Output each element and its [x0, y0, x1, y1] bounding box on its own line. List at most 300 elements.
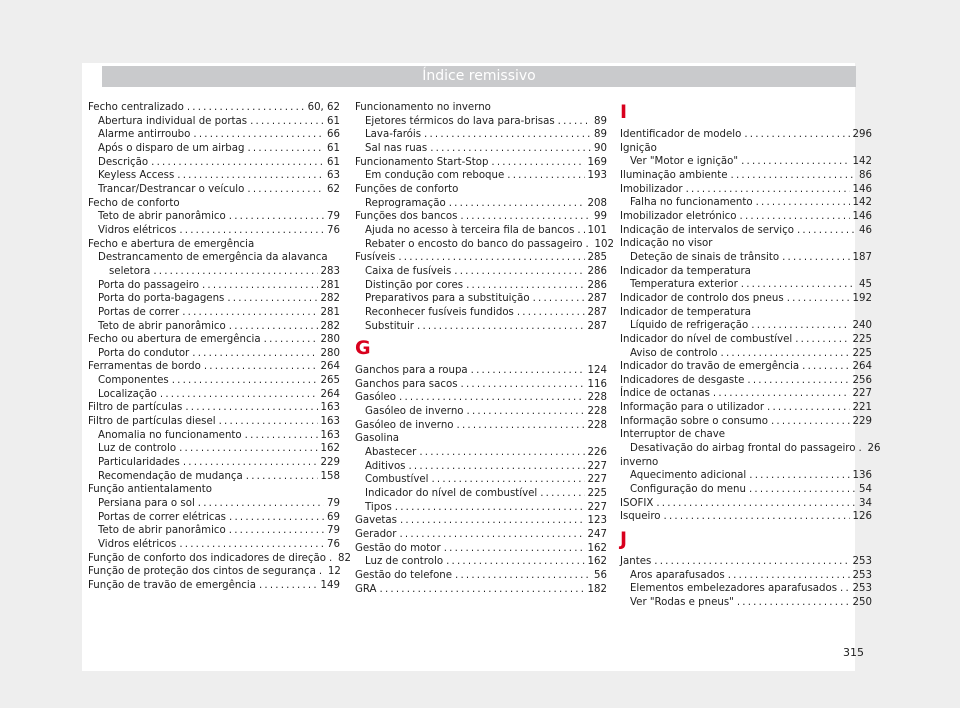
index-heading: [620, 306, 872, 320]
entry-page: 253: [852, 583, 872, 595]
entry-term: Em condução com reboque: [365, 170, 505, 182]
index-entry: [355, 115, 607, 129]
entry-term: Rebater o encosto do banco do passageiro: [365, 238, 583, 250]
entry-term: Ver "Rodas e pneus": [630, 597, 734, 608]
dot-leader: [160, 388, 318, 402]
entry-term: Descrição: [98, 156, 149, 168]
index-heading: [620, 428, 872, 442]
index-heading: [355, 183, 607, 197]
dot-leader: [193, 128, 324, 142]
dot-leader: [264, 333, 318, 347]
entry-page: 227: [852, 388, 872, 400]
entry-page: 287: [587, 306, 607, 318]
index-entry: [88, 210, 340, 224]
entry-term: Aditivos: [365, 460, 406, 472]
dot-leader: [449, 197, 585, 211]
entry-term: Abertura individual de portas: [98, 115, 248, 127]
entry-term: Deteção de sinais de trânsito: [630, 251, 780, 263]
index-entry: [88, 524, 340, 538]
entry-page: 286: [587, 265, 607, 277]
entry-term: Informação sobre o consumo: [620, 415, 768, 427]
index-entry: [355, 224, 607, 238]
dot-leader: [400, 514, 585, 528]
entry-term: Indicadores de desgaste: [620, 374, 745, 386]
index-entry: [620, 442, 881, 456]
index-heading: [355, 101, 607, 115]
dot-leader: [179, 224, 324, 238]
entry-page: 56: [594, 570, 607, 581]
dot-leader: [457, 419, 585, 433]
dot-leader: [471, 364, 585, 378]
dot-leader: [721, 347, 850, 361]
entry-term: Ver "Motor e ignição": [630, 156, 739, 168]
entry-term: Trancar/Destrancar o veículo: [98, 183, 245, 195]
index-entry: [620, 347, 872, 361]
entry-page: 162: [587, 542, 607, 554]
index-entry: [355, 487, 607, 501]
entry-page: 253: [852, 556, 872, 568]
index-column-3: [620, 101, 881, 610]
entry-term: Ganchos para a roupa: [355, 365, 468, 377]
entry-page: 79: [327, 525, 340, 537]
entry-term: Gestão do telefone: [355, 570, 453, 581]
entry-page: 280: [320, 347, 340, 359]
index-entry: [88, 360, 340, 374]
index-column-1: [88, 101, 351, 593]
entry-term: ISOFIX: [620, 497, 654, 509]
entry-page: 163: [320, 416, 340, 428]
entry-page: 296: [852, 129, 872, 140]
entry-page: 142: [852, 156, 872, 168]
dot-leader: [192, 347, 317, 361]
entry-page: 225: [852, 333, 872, 345]
entry-term: Indicação no visor: [620, 238, 713, 250]
dot-leader: [398, 251, 584, 265]
entry-term: Reconhecer fusíveis fundidos: [365, 306, 514, 318]
entry-term: Indicador do nível de combustível: [365, 488, 538, 500]
index-entry: [355, 265, 607, 279]
dot-leader: [741, 278, 856, 292]
entry-page: 90: [594, 142, 607, 154]
dot-leader: [444, 542, 585, 556]
dot-leader: [187, 101, 305, 115]
entry-term: Persiana para o sol: [98, 498, 195, 510]
entry-term: Caixa de fusíveis: [365, 265, 452, 277]
index-entry: [355, 419, 607, 433]
index-heading: [620, 456, 872, 470]
entry-page: 66: [327, 129, 340, 141]
dot-leader: [250, 115, 324, 129]
index-heading: [88, 483, 340, 497]
entry-term: Funções dos bancos: [355, 211, 458, 223]
entry-page: 227: [587, 501, 607, 513]
index-entry: [355, 169, 607, 183]
dot-leader: [229, 524, 324, 538]
dot-leader: [395, 501, 585, 515]
entry-term: Ignição: [620, 142, 657, 154]
index-entry: [355, 251, 607, 265]
entry-term: Gerador: [355, 529, 397, 541]
index-entry: [355, 320, 607, 334]
index-entry: [355, 238, 614, 252]
entry-term: Filtro de partículas: [88, 402, 183, 414]
index-heading: [620, 142, 872, 156]
entry-page: 89: [594, 129, 607, 141]
entry-page: 282: [320, 293, 340, 305]
dot-leader: [179, 442, 317, 456]
entry-page: 228: [587, 392, 607, 404]
entry-page: 54: [859, 484, 872, 496]
dot-leader: [431, 473, 584, 487]
entry-term: Índice de octanas: [620, 388, 710, 400]
entry-page: 264: [320, 388, 340, 400]
entry-term: Aquecimento adicional: [630, 470, 747, 482]
entry-term: Localização: [98, 388, 157, 400]
entry-term: seletora: [109, 265, 151, 277]
index-entry: [88, 306, 340, 320]
entry-page: 283: [320, 265, 340, 277]
index-entry: [355, 583, 607, 597]
index-heading: [88, 197, 340, 211]
entry-term: Porta do porta-bagagens: [98, 293, 225, 305]
entry-page: 226: [587, 447, 607, 459]
dot-leader: [172, 374, 318, 388]
dot-leader: [728, 569, 850, 583]
index-entry: [88, 320, 340, 334]
entry-term: Particularidades: [98, 457, 180, 469]
index-entry: [620, 569, 872, 583]
dot-leader: [182, 306, 317, 320]
entry-page: 193: [587, 170, 607, 182]
dot-leader: [467, 405, 585, 419]
dot-leader: [179, 538, 324, 552]
dot-leader: [586, 238, 592, 252]
entry-page: 227: [587, 460, 607, 472]
entry-page: 136: [852, 470, 872, 482]
dot-leader: [558, 115, 591, 129]
entry-page: 82: [338, 552, 351, 564]
index-entry: [88, 579, 340, 593]
index-entry: [88, 333, 340, 347]
entry-term: Funções de conforto: [355, 183, 459, 195]
dot-leader: [686, 183, 850, 197]
entry-term: Desativação do airbag frontal do passageiro: [630, 443, 856, 455]
entry-term: Ejetores térmicos do lava para-brisas: [365, 115, 555, 127]
dot-leader: [507, 169, 584, 183]
entry-page: 250: [852, 597, 872, 608]
dot-leader: [329, 552, 335, 566]
entry-term: Gasolina: [355, 433, 400, 445]
entry-page: 69: [327, 511, 340, 523]
entry-term: Fecho centralizado: [88, 102, 184, 113]
index-entry: [88, 442, 340, 456]
dot-leader: [460, 210, 591, 224]
entry-page: 76: [327, 539, 340, 550]
entry-page: 281: [320, 279, 340, 291]
entry-term: Filtro de partículas diesel: [88, 416, 216, 428]
dot-leader: [840, 582, 850, 596]
index-entry: [88, 101, 340, 115]
entry-term: Após o disparo de um airbag: [98, 142, 245, 154]
entry-page: 99: [594, 211, 607, 223]
index-entry: [620, 169, 872, 183]
dot-leader: [380, 583, 585, 597]
entry-page: 34: [859, 497, 872, 509]
index-entry: [88, 538, 340, 552]
index-entry: [620, 360, 872, 374]
dot-leader: [782, 251, 849, 265]
index-entry: [88, 429, 340, 443]
entry-page: 282: [320, 320, 340, 332]
entry-page: 162: [320, 443, 340, 455]
entry-page: 60, 62: [307, 102, 340, 113]
entry-page: 102: [594, 238, 614, 250]
entry-page: 12: [327, 566, 341, 578]
entry-term: GRA: [355, 583, 377, 595]
entry-page: 287: [587, 293, 607, 305]
entry-page: 187: [852, 251, 872, 263]
entry-term: Imobilizador: [620, 183, 683, 195]
entry-term: Gasóleo de inverno: [365, 406, 464, 418]
index-heading: [88, 238, 340, 252]
dot-leader: [245, 429, 318, 443]
entry-term: Função antientalamento: [88, 484, 212, 496]
index-heading: [88, 251, 340, 265]
dot-leader: [219, 415, 318, 429]
entry-term: Aviso de controlo: [630, 347, 718, 359]
index-entry: [620, 374, 872, 388]
dot-leader: [654, 555, 849, 569]
entry-page: 146: [852, 183, 872, 195]
dot-leader: [319, 565, 325, 579]
entry-page: 225: [587, 488, 607, 500]
dot-leader: [749, 483, 856, 497]
entry-term: Função de travão de emergência: [88, 579, 256, 591]
entry-term: Indicação de intervalos de serviço: [620, 224, 794, 236]
dot-leader: [204, 360, 318, 374]
dot-leader: [802, 360, 849, 374]
section-letter: G: [355, 337, 371, 360]
dot-leader: [229, 320, 318, 334]
entry-term: Falha no funcionamento: [630, 197, 753, 209]
dot-leader: [461, 378, 585, 392]
index-entry: [88, 511, 340, 525]
entry-term: Iluminação ambiente: [620, 169, 728, 181]
dot-leader: [247, 183, 324, 197]
entry-term: Substituir: [365, 320, 414, 332]
index-entry: [88, 224, 340, 238]
index-entry: [88, 565, 340, 579]
index-entry: [620, 415, 872, 429]
entry-page: 285: [587, 252, 607, 264]
dot-leader: [408, 460, 584, 474]
dot-leader: [246, 470, 318, 484]
dot-leader: [417, 320, 585, 334]
entry-page: 227: [587, 474, 607, 486]
entry-page: 62: [327, 183, 340, 195]
entry-term: Aros aparafusados: [630, 569, 725, 581]
dot-leader: [183, 456, 318, 470]
entry-term: Líquido de refrigeração: [630, 320, 749, 332]
entry-page: 229: [320, 457, 340, 469]
entry-term: Lava-faróis: [365, 129, 422, 141]
index-entry: [355, 378, 607, 392]
entry-term: Ajuda no acesso à terceira fila de bancos: [365, 224, 575, 236]
entry-page: 142: [852, 197, 872, 209]
index-entry: [620, 555, 872, 569]
index-entry: [620, 196, 872, 210]
index-entry: [355, 279, 607, 293]
index-entry: [355, 197, 607, 211]
entry-page: 126: [852, 511, 872, 523]
index-entry: [620, 210, 872, 224]
entry-term: Informação para o utilizador: [620, 402, 765, 414]
index-entry: [620, 596, 872, 610]
page-number: 315: [843, 646, 864, 659]
dot-leader: [771, 415, 850, 429]
entry-page: 89: [594, 115, 607, 127]
dot-leader: [399, 391, 585, 405]
entry-term: Temperatura exterior: [630, 279, 738, 291]
dot-leader: [656, 497, 856, 511]
index-entry: [355, 306, 607, 320]
entry-term: Luz de controlo: [98, 443, 177, 455]
page-header: [102, 66, 856, 87]
index-entry: [620, 224, 872, 238]
entry-page: 264: [852, 361, 872, 373]
index-entry: [620, 387, 872, 401]
entry-term: Elementos embelezadores aparafusados: [630, 583, 838, 595]
entry-page: 229: [852, 415, 872, 427]
index-entry: [620, 319, 872, 333]
entry-term: Sal nas ruas: [365, 142, 428, 154]
dot-leader: [202, 279, 318, 293]
entry-term: Funcionamento Start-Stop: [355, 156, 489, 168]
entry-page: 182: [587, 583, 607, 595]
dot-leader: [151, 156, 324, 170]
entry-term: Tipos: [365, 501, 392, 513]
dot-leader: [744, 128, 849, 142]
entry-term: Interruptor de chave: [620, 429, 726, 441]
entry-term: Preparativos para a substituição: [365, 293, 530, 305]
entry-page: 86: [859, 169, 872, 181]
dot-leader: [795, 333, 849, 347]
index-heading: [620, 237, 872, 251]
entry-page: 228: [587, 419, 607, 431]
entry-page: 101: [587, 224, 607, 236]
index-entry: [620, 183, 872, 197]
index-entry: [355, 156, 607, 170]
index-entry: [355, 128, 607, 142]
entry-page: 264: [320, 361, 340, 373]
index-entry: [88, 347, 340, 361]
index-entry: [355, 528, 607, 542]
entry-term: Abastecer: [365, 447, 417, 459]
index-entry: [355, 460, 607, 474]
entry-term: Componentes: [98, 375, 169, 387]
index-entry: [88, 142, 340, 156]
entry-term: Fusíveis: [355, 252, 396, 264]
index-entry: [88, 169, 340, 183]
entry-page: 228: [587, 406, 607, 418]
index-entry: [620, 483, 872, 497]
entry-term: Fecho de conforto: [88, 197, 180, 209]
entry-term: Luz de controlo: [365, 556, 444, 568]
dot-leader: [741, 155, 849, 169]
entry-page: 163: [320, 429, 340, 441]
entry-page: 116: [587, 378, 607, 390]
entry-term: Gavetas: [355, 515, 397, 527]
dot-leader: [491, 156, 584, 170]
index-heading: [620, 265, 872, 279]
entry-term: Porta do condutor: [98, 347, 190, 359]
entry-term: Keyless Access: [98, 170, 175, 182]
dot-leader: [229, 210, 324, 224]
entry-page: 281: [320, 306, 340, 318]
index-entry: [355, 391, 607, 405]
dot-leader: [455, 569, 591, 583]
entry-page: 46: [859, 224, 872, 236]
dot-leader: [454, 265, 584, 279]
entry-page: 192: [852, 292, 872, 304]
entry-term: Reprogramação: [365, 197, 446, 209]
entry-page: 280: [320, 334, 340, 346]
entry-term: Ganchos para sacos: [355, 378, 458, 390]
index-entry: [620, 582, 872, 596]
entry-page: 149: [320, 579, 340, 591]
dot-leader: [751, 319, 849, 333]
dot-leader: [466, 279, 584, 293]
entry-page: 61: [327, 115, 340, 127]
entry-term: Combustível: [365, 474, 429, 486]
entry-page: 287: [587, 320, 607, 332]
index-entry: [620, 278, 872, 292]
index-entry: [355, 569, 607, 583]
section-letter: J: [620, 528, 628, 551]
dot-leader: [517, 306, 585, 320]
entry-term: Configuração do menu: [630, 484, 746, 496]
entry-page: 256: [852, 374, 872, 386]
dot-leader: [533, 292, 585, 306]
dot-leader: [153, 265, 317, 279]
entry-page: 169: [587, 156, 607, 168]
entry-term: Portas de correr elétricas: [98, 511, 226, 523]
index-entry: [88, 415, 340, 429]
index-entry: [620, 469, 872, 483]
entry-term: Fecho e abertura de emergência: [88, 238, 255, 250]
entry-page: 247: [587, 529, 607, 541]
entry-term: Identificador de modelo: [620, 129, 742, 140]
dot-leader: [430, 142, 591, 156]
entry-term: Portas de correr: [98, 306, 180, 318]
entry-term: Indicador da temperatura: [620, 265, 751, 277]
entry-term: Função de conforto dos indicadores de direção: [88, 552, 326, 564]
entry-term: Destrancamento de emergência da alavanca: [98, 252, 328, 264]
entry-page: 265: [320, 375, 340, 387]
entry-term: Ferramentas de bordo: [88, 361, 201, 373]
index-entry: [620, 401, 872, 415]
dot-leader: [446, 555, 584, 569]
index-entry: [88, 279, 340, 293]
entry-term: Recomendação de mudança: [98, 470, 243, 482]
dot-leader: [247, 142, 324, 156]
index-entry: [88, 128, 340, 142]
entry-page: 79: [327, 211, 340, 223]
dot-leader: [198, 497, 324, 511]
index-entry: [355, 514, 607, 528]
index-entry: [88, 470, 340, 484]
entry-term: Teto de abrir panorâmico: [98, 211, 226, 223]
